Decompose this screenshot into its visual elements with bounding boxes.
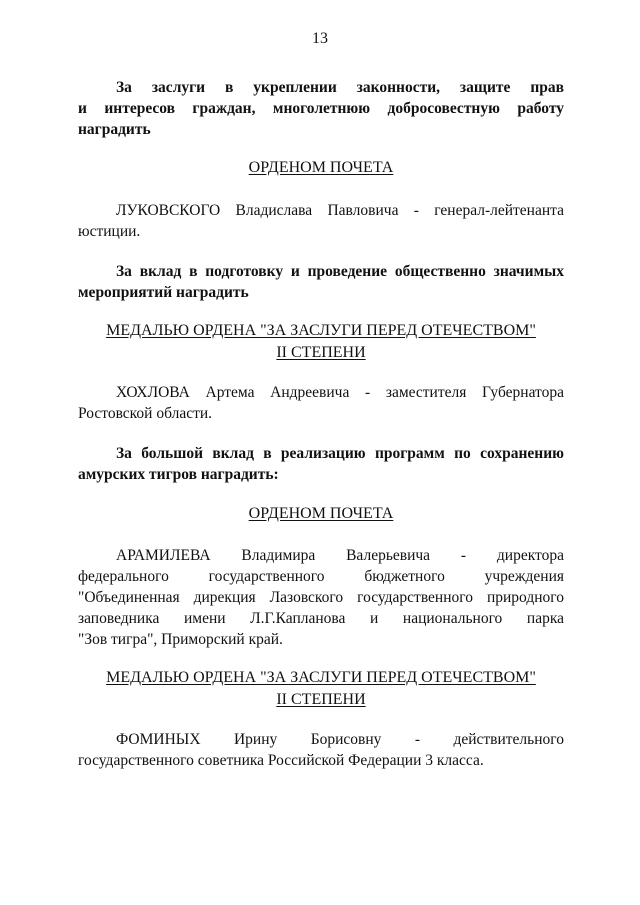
recipient-2-line-1: ХОХЛОВА Артема Андреевича - заместителя Губернатора xyxy=(116,384,564,401)
award-reason-1-line-3: наградить xyxy=(78,121,151,138)
recipient-1-line-2: юстиции. xyxy=(78,223,141,240)
recipient-3-line-1: АРАМИЛЕВА Владимира Валерьевича - директора xyxy=(116,547,564,564)
award-title-1-line-1: ОРДЕНОМ ПОЧЕТА xyxy=(248,159,394,176)
recipient-3-line-4: заповедника имени Л.Г.Капланова и национального парка xyxy=(78,610,564,627)
recipient-3-line-3: "Объединенная дирекция Лазовского государственного природного xyxy=(78,589,564,606)
recipient-1-line-1: ЛУКОВСКОГО Владислава Павловича - генерал-лейтенанта xyxy=(116,202,564,219)
recipient-3-line-5: "Зов тигра", Приморский край. xyxy=(78,631,283,648)
recipient-4-line-1: ФОМИНЫХ Ирину Борисовну - действительного xyxy=(116,731,564,748)
recipient-3-line-2: федерального государственного бюджетного учреждения xyxy=(78,568,564,585)
award-reason-2 xyxy=(78,261,564,303)
recipient-2-line-2: Ростовской области. xyxy=(78,405,213,422)
award-title-4-line-2: II СТЕПЕНИ xyxy=(276,691,366,708)
recipient-3 xyxy=(78,545,564,650)
recipient-4-line-2: государственного советника Российской Федерации 3 класса. xyxy=(78,752,484,769)
award-reason-1-line-1: За заслуги в укреплении законности, защите прав xyxy=(116,79,564,96)
award-title-2 xyxy=(78,320,564,364)
award-reason-3 xyxy=(78,443,564,485)
award-title-3-line-1: ОРДЕНОМ ПОЧЕТА xyxy=(248,505,394,522)
award-title-4-line-1: МЕДАЛЬЮ ОРДЕНА "ЗА ЗАСЛУГИ ПЕРЕД ОТЕЧЕСТВОМ" xyxy=(106,669,536,686)
recipient-2 xyxy=(78,382,564,424)
award-title-4 xyxy=(78,667,564,711)
recipient-1 xyxy=(78,200,564,242)
recipient-4 xyxy=(78,729,564,771)
page-number: 13 xyxy=(312,30,328,47)
award-reason-3-line-2: амурских тигров наградить: xyxy=(78,466,279,483)
award-reason-1 xyxy=(78,77,564,140)
award-title-3 xyxy=(78,503,564,525)
award-reason-3-line-1: За большой вклад в реализацию программ по сохранению xyxy=(116,445,564,462)
award-reason-2-line-1: За вклад в подготовку и проведение общественно значимых xyxy=(116,263,564,280)
award-title-2-line-1: МЕДАЛЬЮ ОРДЕНА "ЗА ЗАСЛУГИ ПЕРЕД ОТЕЧЕСТВОМ" xyxy=(106,322,536,339)
award-reason-1-line-2: и интересов граждан, многолетнюю добросовестную работу xyxy=(78,100,564,117)
award-title-1 xyxy=(78,157,564,179)
award-reason-2-line-2: мероприятий наградить xyxy=(78,284,249,301)
award-title-2-line-2: II СТЕПЕНИ xyxy=(276,344,366,361)
